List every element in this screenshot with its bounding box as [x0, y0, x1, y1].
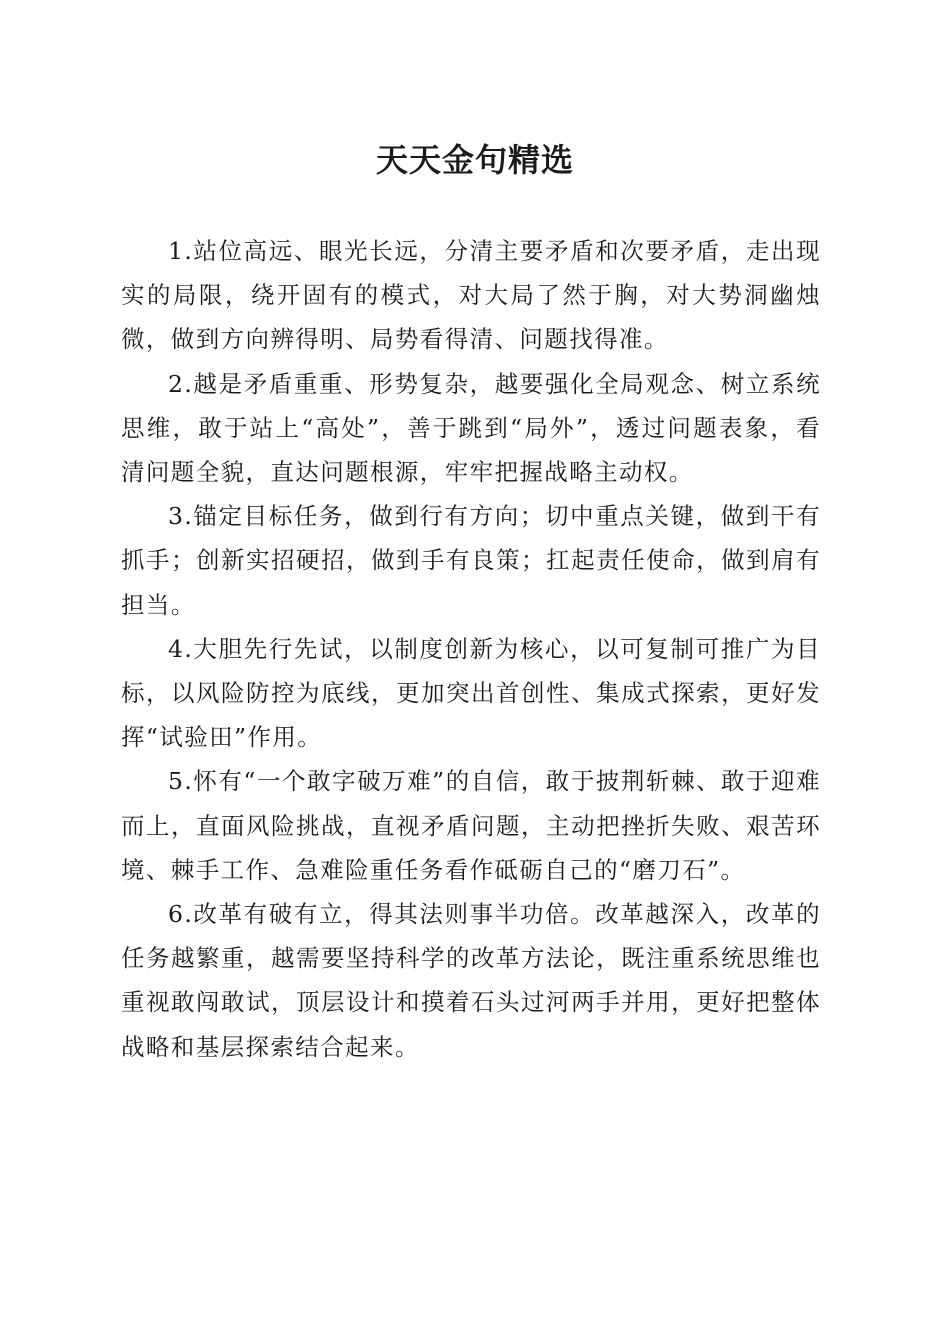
paragraph-5: 5.怀有“一个敢字破万难”的自信，敢于披荆斩棘、敢于迎难而上，直面风险挑战，直视矛盾问题，主动把挫折失败、艰苦环境、棘手工作、急难险重任务看作砥砺自己的“磨刀石”。	[121, 767, 821, 884]
paragraph-6: 6.改革有破有立，得其法则事半功倍。改革越深入，改革的任务越繁重，越需要坚持科学的改革方法论，既注重系统思维也重视敢闯敢试，顶层设计和摸着石头过河两手并用，更好把整体战略和基层探索结合起来。	[121, 900, 821, 1061]
paragraph-3: 3.锚定目标任务，做到行有方向；切中重点关键，做到干有抓手；创新实招硬招，做到手有良策；扛起责任使命，做到肩有担当。	[121, 502, 821, 619]
document-body	[121, 229, 821, 1069]
paragraph-2: 2.越是矛盾重重、形势复杂，越要强化全局观念、树立系统思维，敢于站上“高处”，善于跳到“局外”，透过问题表象，看清问题全貌，直达问题根源，牢牢把握战略主动权。	[121, 369, 821, 487]
paragraph-1: 1.站位高远、眼光长远，分清主要矛盾和次要矛盾，走出现实的局限，绕开固有的模式，对大局了然于胸，对大势洞幽烛微，做到方向辨得明、局势看得清、问题找得准。	[121, 237, 821, 354]
page-title: 天天金句精选	[375, 141, 574, 179]
paragraph-4: 4.大胆先行先试，以制度创新为核心，以可复制可推广为目标，以风险防控为底线，更加突出首创性、集成式探索，更好发挥“试验田”作用。	[121, 634, 821, 752]
